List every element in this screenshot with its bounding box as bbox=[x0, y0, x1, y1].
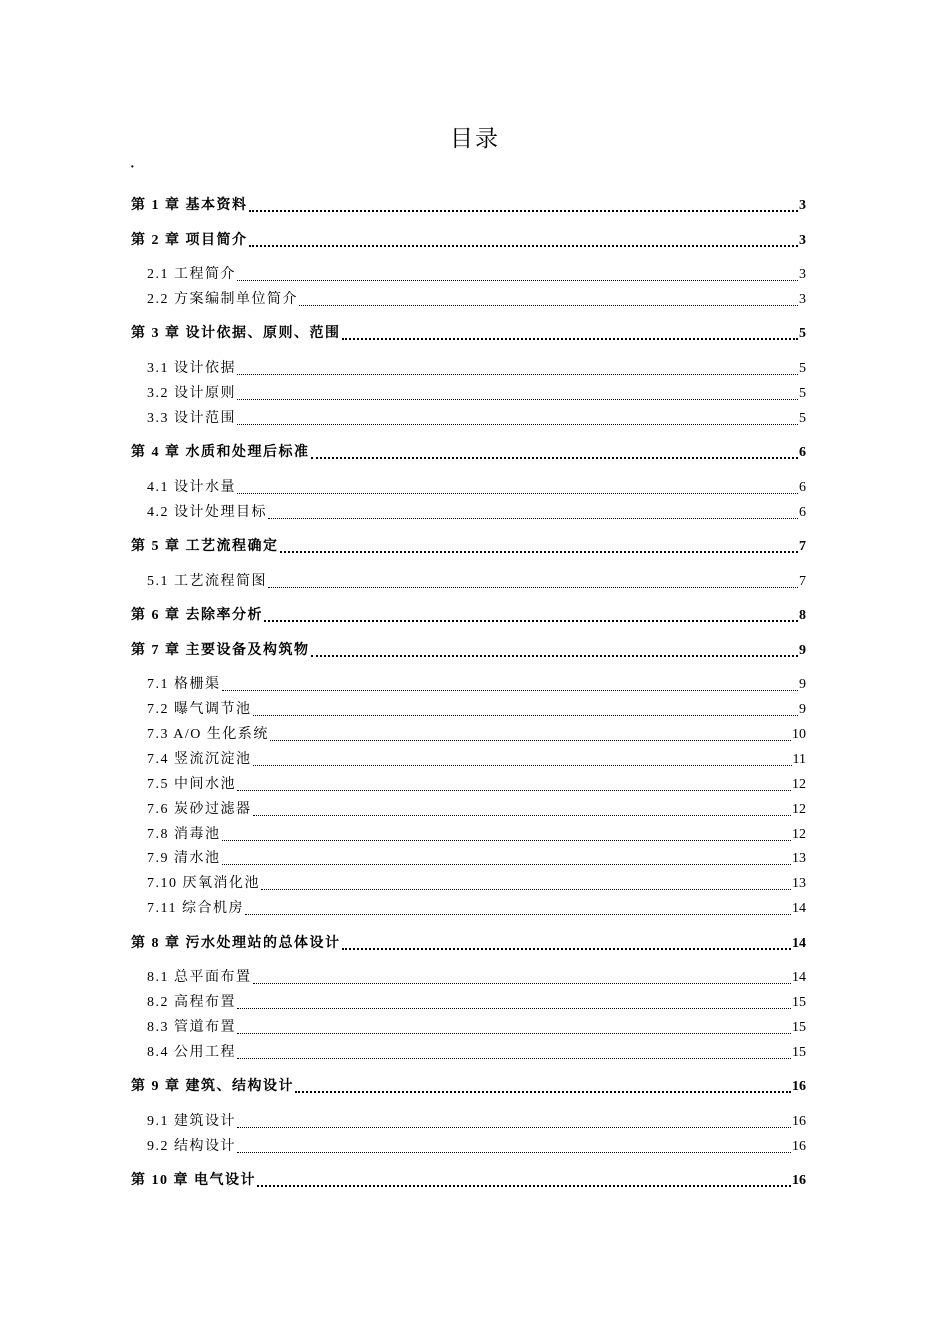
toc-entry-label: 第 3 章 设计依据、原则、范围 bbox=[131, 326, 341, 342]
toc-entry-label: 第 10 章 电气设计 bbox=[131, 1173, 256, 1189]
dot-leader bbox=[237, 265, 798, 285]
toc-page-number: 6 bbox=[799, 479, 806, 495]
toc-entry-label: 7.4 竖流沉淀池 bbox=[147, 751, 252, 767]
toc-entry-label: 8.3 管道布置 bbox=[147, 1020, 236, 1035]
toc-entry-label: 第 6 章 去除率分析 bbox=[131, 608, 263, 624]
toc-page-number: 12 bbox=[792, 801, 806, 817]
toc-chapter-entry[interactable] bbox=[131, 934, 806, 954]
toc-page-number: 10 bbox=[792, 726, 806, 742]
toc-section-entry[interactable] bbox=[147, 725, 806, 745]
dot-leader bbox=[237, 1112, 791, 1132]
toc-section-entry[interactable] bbox=[147, 968, 806, 988]
toc-page-number: 9 bbox=[799, 642, 806, 658]
toc-section-entry[interactable] bbox=[147, 503, 806, 523]
toc-page-number: 16 bbox=[792, 1079, 806, 1095]
dot-leader bbox=[268, 572, 798, 592]
toc-page-number: 5 bbox=[799, 385, 806, 401]
toc-section-entry[interactable] bbox=[147, 1018, 806, 1038]
toc-entry-label: 7.2 曝气调节池 bbox=[147, 702, 252, 717]
toc-section-entry[interactable] bbox=[147, 1043, 806, 1063]
toc-page-number: 9 bbox=[799, 677, 806, 693]
toc-entry-label: 5.1 工艺流程简图 bbox=[147, 573, 267, 589]
toc-section-entry[interactable] bbox=[147, 1112, 806, 1132]
dot-leader bbox=[237, 1137, 791, 1157]
dot-leader bbox=[222, 849, 792, 869]
dot-leader bbox=[257, 1171, 791, 1191]
toc-entry-label: 2.2 方案编制单位简介 bbox=[147, 291, 298, 307]
toc-section-entry[interactable] bbox=[147, 800, 806, 820]
toc-page-number: 6 bbox=[799, 445, 806, 461]
toc-chapter-entry[interactable] bbox=[131, 324, 806, 344]
toc-section-entry[interactable] bbox=[147, 750, 806, 770]
toc-page-number: 15 bbox=[792, 995, 806, 1011]
toc-entry-label: 7.9 清水池 bbox=[147, 851, 221, 867]
toc-section-entry[interactable] bbox=[147, 993, 806, 1013]
dot-leader bbox=[261, 874, 791, 894]
dot-leader bbox=[253, 968, 792, 988]
dot-leader bbox=[237, 384, 798, 404]
bullet-mark: · bbox=[130, 160, 135, 175]
dot-leader bbox=[237, 775, 791, 795]
toc-page-number: 9 bbox=[799, 702, 806, 717]
toc-entry-label: 第 9 章 建筑、结构设计 bbox=[131, 1079, 294, 1095]
toc-entry-label: 8.4 公用工程 bbox=[147, 1044, 236, 1060]
toc-chapter-entry[interactable] bbox=[131, 443, 806, 463]
toc-page-number: 5 bbox=[799, 360, 806, 376]
toc-entry-label: 7.6 炭砂过滤器 bbox=[147, 801, 252, 817]
toc-entry-label: 3.2 设计原则 bbox=[147, 385, 236, 401]
toc-entry-label: 第 7 章 主要设备及构筑物 bbox=[131, 642, 310, 658]
toc-page-number: 6 bbox=[799, 504, 806, 520]
dot-leader bbox=[253, 700, 799, 720]
toc-entry-label: 第 1 章 基本资料 bbox=[131, 198, 248, 213]
dot-leader bbox=[237, 478, 798, 498]
toc-page-number: 7 bbox=[799, 539, 806, 555]
toc-page-number: 3 bbox=[799, 198, 806, 213]
toc-page-number: 16 bbox=[792, 1113, 806, 1129]
toc-entry-label: 9.2 结构设计 bbox=[147, 1138, 236, 1154]
toc-page-number: 14 bbox=[792, 901, 806, 917]
toc-entry-label: 7.5 中间水池 bbox=[147, 776, 236, 792]
toc-page-number: 15 bbox=[792, 1044, 806, 1060]
toc-section-entry[interactable] bbox=[147, 775, 806, 795]
dot-leader bbox=[222, 825, 792, 845]
toc-page-number: 12 bbox=[792, 826, 806, 842]
dot-leader bbox=[237, 1018, 791, 1038]
toc-section-entry[interactable] bbox=[147, 265, 806, 285]
dot-leader bbox=[245, 899, 791, 919]
toc-page-number: 3 bbox=[799, 267, 806, 282]
toc-page-number: 15 bbox=[792, 1020, 806, 1035]
toc-entry-label: 4.2 设计处理目标 bbox=[147, 504, 267, 520]
toc-entry-label: 3.1 设计依据 bbox=[147, 360, 236, 376]
dot-leader bbox=[270, 725, 791, 745]
toc-section-entry[interactable] bbox=[147, 409, 806, 429]
dot-leader bbox=[264, 606, 798, 626]
dot-leader bbox=[311, 443, 799, 463]
toc-entry-label: 第 2 章 项目简介 bbox=[131, 232, 248, 248]
toc-entry-label: 7.8 消毒池 bbox=[147, 826, 221, 842]
toc-section-entry[interactable] bbox=[147, 1137, 806, 1157]
toc-entry-label: 7.11 综合机房 bbox=[147, 901, 244, 917]
dot-leader bbox=[237, 1043, 791, 1063]
toc-entry-label: 第 4 章 水质和处理后标准 bbox=[131, 445, 310, 461]
dot-leader bbox=[249, 196, 799, 216]
toc-entry-label: 第 5 章 工艺流程确定 bbox=[131, 539, 279, 555]
toc-page-number: 7 bbox=[799, 573, 806, 589]
toc-entry-label: 7.3 A/O 生化系统 bbox=[147, 726, 269, 742]
toc-page-number: 5 bbox=[799, 326, 806, 342]
toc-entry-label: 7.10 厌氧消化池 bbox=[147, 876, 260, 892]
toc-entry-label: 8.1 总平面布置 bbox=[147, 970, 252, 986]
dot-leader bbox=[299, 290, 798, 310]
toc-chapter-entry[interactable] bbox=[131, 606, 806, 626]
page-title: 目录 bbox=[450, 126, 500, 151]
toc-entry-label: 8.2 高程布置 bbox=[147, 995, 236, 1011]
dot-leader bbox=[268, 503, 798, 523]
dot-leader bbox=[249, 231, 799, 251]
toc-section-entry[interactable] bbox=[147, 290, 806, 310]
dot-leader bbox=[311, 641, 799, 661]
toc-chapter-entry[interactable] bbox=[131, 196, 806, 216]
toc-page-number: 14 bbox=[792, 935, 806, 951]
toc-section-entry[interactable] bbox=[147, 675, 806, 695]
dot-leader bbox=[253, 800, 792, 820]
toc-section-entry[interactable] bbox=[147, 700, 806, 720]
toc-chapter-entry[interactable] bbox=[131, 1077, 806, 1097]
toc-chapter-entry[interactable] bbox=[131, 641, 806, 661]
dot-leader bbox=[280, 537, 799, 557]
toc-section-entry[interactable] bbox=[147, 899, 806, 919]
dot-leader bbox=[253, 750, 792, 770]
toc-page-number: 5 bbox=[799, 410, 806, 426]
toc-section-entry[interactable] bbox=[147, 384, 806, 404]
toc-page-number: 13 bbox=[792, 851, 806, 867]
toc-page-number: 11 bbox=[792, 751, 806, 767]
toc-section-entry[interactable] bbox=[147, 825, 806, 845]
toc-section-entry[interactable] bbox=[147, 849, 806, 869]
toc-chapter-entry[interactable] bbox=[131, 231, 806, 251]
dot-leader bbox=[237, 993, 791, 1013]
toc-section-entry[interactable] bbox=[147, 572, 806, 592]
dot-leader bbox=[222, 675, 799, 695]
toc-section-entry[interactable] bbox=[147, 359, 806, 379]
dot-leader bbox=[342, 324, 799, 344]
toc-page-number: 13 bbox=[792, 876, 806, 892]
dot-leader bbox=[237, 409, 798, 429]
toc-entry-label: 7.1 格栅渠 bbox=[147, 677, 221, 693]
toc-entry-label: 3.3 设计范围 bbox=[147, 410, 236, 426]
toc-page-number: 3 bbox=[799, 232, 806, 248]
toc-section-entry[interactable] bbox=[147, 478, 806, 498]
toc-entry-label: 4.1 设计水量 bbox=[147, 479, 236, 495]
toc-section-entry[interactable] bbox=[147, 874, 806, 894]
toc-page-number: 12 bbox=[792, 776, 806, 792]
toc-entry-label: 2.1 工程简介 bbox=[147, 267, 236, 282]
dot-leader bbox=[342, 934, 792, 954]
toc-page-number: 16 bbox=[792, 1138, 806, 1154]
toc-entry-label: 第 8 章 污水处理站的总体设计 bbox=[131, 935, 341, 951]
toc-chapter-entry[interactable] bbox=[131, 537, 806, 557]
toc-page-number: 14 bbox=[792, 970, 806, 986]
toc-chapter-entry[interactable] bbox=[131, 1171, 806, 1191]
toc-page-number: 8 bbox=[799, 608, 806, 624]
toc-page-number: 3 bbox=[799, 291, 806, 307]
dot-leader bbox=[295, 1077, 791, 1097]
toc-entry-label: 9.1 建筑设计 bbox=[147, 1113, 236, 1129]
dot-leader bbox=[237, 359, 798, 379]
toc-page-number: 16 bbox=[792, 1173, 806, 1189]
